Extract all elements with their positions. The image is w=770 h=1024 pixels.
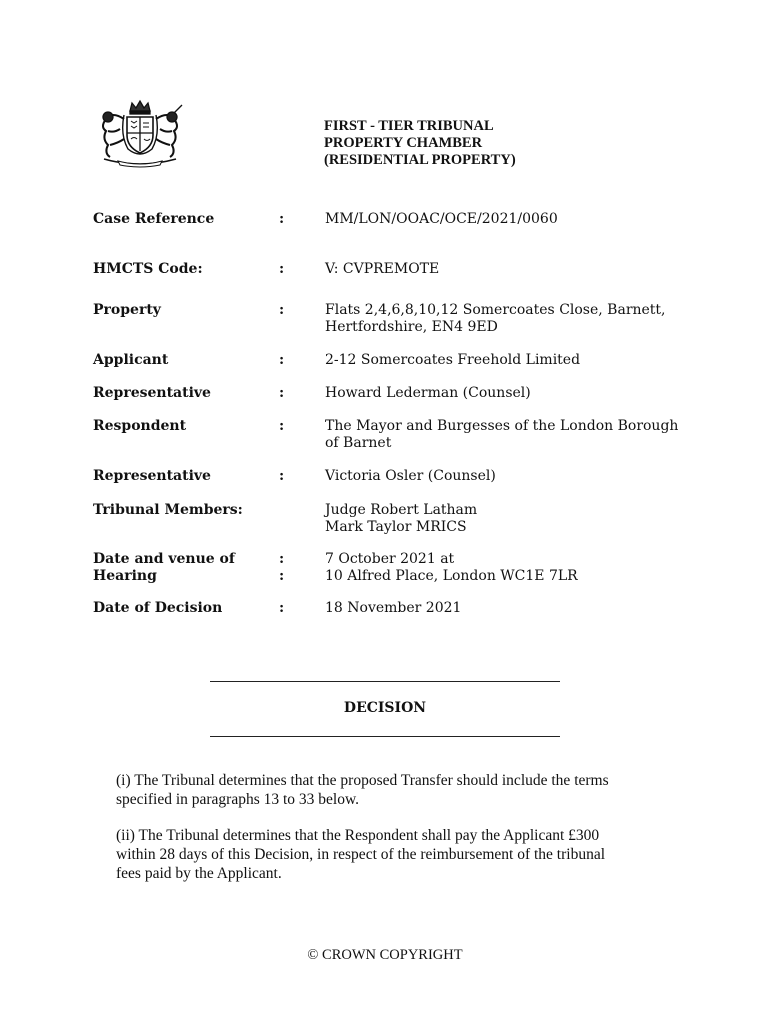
detail-colon: : — [279, 302, 285, 318]
detail-colon: : — [279, 600, 285, 616]
paragraph-line: (i) The Tribunal determines that the proposed Transfer should include the terms — [116, 772, 609, 789]
detail-value-line: Howard Lederman (Counsel) — [325, 385, 531, 401]
detail-label — [93, 551, 235, 585]
detail-label: Applicant — [93, 352, 169, 368]
detail-value — [325, 551, 685, 585]
detail-colon: : — [279, 211, 285, 227]
detail-value-line: Mark Taylor MRICS — [325, 519, 467, 535]
paragraph-line: specified in paragraphs 13 to 33 below. — [116, 791, 360, 808]
detail-label: Date of Decision — [93, 600, 223, 616]
detail-label: Tribunal Members: — [93, 502, 243, 518]
detail-value-line: 18 November 2021 — [325, 600, 462, 616]
detail-value-line: 7 October 2021 at — [325, 551, 455, 567]
decision-heading: DECISION — [343, 700, 427, 716]
detail-value — [325, 600, 685, 617]
paragraph-line: within 28 days of this Decision, in respect of the reimbursement of the tribunal — [116, 846, 605, 863]
divider-rule — [210, 736, 560, 737]
detail-value-line: 2-12 Somercoates Freehold Limited — [325, 352, 581, 368]
detail-value-line: 10 Alfred Place, London WC1E 7LR — [325, 568, 578, 584]
detail-value — [325, 385, 685, 402]
detail-value-line: V: CVPREMOTE — [325, 261, 440, 277]
detail-value-line: Flats 2,4,6,8,10,12 Somercoates Close, Barnett, — [325, 302, 666, 318]
detail-label-line: Date and venue of — [93, 551, 235, 567]
detail-label: Representative — [93, 468, 211, 484]
tribunal-title-line: (RESIDENTIAL PROPERTY) — [324, 152, 516, 168]
detail-label: HMCTS Code: — [93, 261, 203, 277]
detail-value-line: Hertfordshire, EN4 9ED — [325, 319, 498, 335]
detail-label: Case Reference — [93, 211, 215, 227]
detail-label: Property — [93, 302, 161, 318]
detail-colon: : — [279, 418, 285, 434]
divider-rule — [210, 681, 560, 682]
detail-colon: : — [279, 468, 285, 484]
detail-value-line: of Barnet — [325, 435, 392, 451]
paragraph-line: (ii) The Tribunal determines that the Respondent shall pay the Applicant £300 — [116, 827, 600, 844]
tribunal-title-line: PROPERTY CHAMBER — [324, 135, 483, 151]
detail-value — [325, 302, 685, 336]
detail-value-line: MM/LON/OOAC/OCE/2021/0060 — [325, 211, 558, 227]
detail-label-line: Hearing — [93, 568, 157, 584]
detail-value — [325, 418, 685, 452]
detail-value — [325, 261, 685, 278]
royal-coat-of-arms-icon — [94, 97, 186, 169]
paragraph-line: fees paid by the Applicant. — [116, 865, 282, 882]
detail-value — [325, 352, 685, 369]
detail-value — [325, 502, 685, 536]
detail-value — [325, 211, 685, 228]
detail-label: Respondent — [93, 418, 187, 434]
crown-copyright: © CROWN COPYRIGHT — [307, 947, 463, 963]
tribunal-title — [324, 118, 516, 169]
decision-paragraph — [116, 826, 676, 883]
detail-colon-line: : — [279, 551, 285, 567]
detail-value-line: Victoria Osler (Counsel) — [325, 468, 496, 484]
detail-colon-line: : — [279, 568, 285, 584]
detail-label: Representative — [93, 385, 211, 401]
detail-colon: : — [279, 261, 285, 277]
detail-value-line: Judge Robert Latham — [325, 502, 478, 518]
detail-value-line: The Mayor and Burgesses of the London Borough — [325, 418, 679, 434]
detail-colon — [279, 551, 284, 585]
detail-colon: : — [279, 385, 285, 401]
detail-colon: : — [279, 352, 285, 368]
decision-paragraph — [116, 771, 676, 809]
tribunal-title-line: FIRST - TIER TRIBUNAL — [324, 118, 494, 134]
detail-value — [325, 468, 685, 485]
